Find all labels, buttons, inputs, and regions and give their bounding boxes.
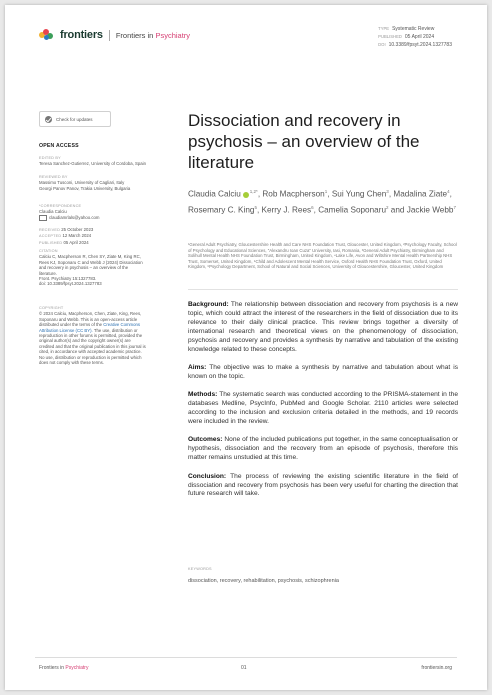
abstract-paragraph <box>188 436 458 463</box>
author-separator: and <box>388 205 407 215</box>
author-affiliation-number: 6 <box>311 204 314 210</box>
abstract-heading: Background: <box>188 301 229 308</box>
abstract-text: The process of reviewing the existing scientific literature in the field of dissociation and recovery from psychosis has been very useful for charting the direction that future research will take. <box>188 472 458 498</box>
abstract-heading: Conclusion: <box>188 472 227 480</box>
author-separator: , <box>313 205 319 215</box>
abstract-text: None of the included publications put together, in the same conceptualisation or hypothesis, dissociation and the recovery from an episode of psychosis, therefore this matter remains unstudied at this time. <box>188 436 458 462</box>
citation: CITATION Calciu C, Macpherson R, Chen SY, Ziate M, King RC, Rees KJ, Soponaru C and Webb J (2024) Dissociation and recovery in psychosis – an overview of the literature. Front. Psychiatry 15:1327783. doi: 10.3389/fpsyt.2024.1327783 <box>39 249 147 287</box>
author-affiliation-number: 1,2* <box>249 189 258 194</box>
edited-by: EDITED BY Teresa Sanchez-Gutierrez, University of Cordoba, Spain <box>39 156 146 167</box>
open-access-label: OPEN ACCESS <box>39 143 79 149</box>
author-affiliation-number: 4 <box>447 189 450 194</box>
article-title: Dissociation and recovery in psychosis – an overview of the literature <box>188 111 420 172</box>
author-name[interactable]: Madalina Ziate <box>393 189 448 199</box>
author-name[interactable]: Jackie Webb <box>406 205 454 215</box>
brand-name: frontiers <box>60 29 103 41</box>
journal-header <box>39 29 190 41</box>
footer-journal: Frontiers in Psychiatry <box>39 665 89 671</box>
check-updates-label: Check for updates <box>56 116 93 122</box>
article-meta: TYPE Systematic Review PUBLISHED 05 April 2024 DOI 10.3389/fpsyt.2024.1327783 <box>378 26 452 48</box>
author-name[interactable]: Camelia Soponaru <box>318 205 387 215</box>
article-page <box>5 5 487 690</box>
author-separator: , <box>256 205 262 215</box>
abstract-text: The relationship between dissociation and recovery from psychosis is a new topic, which could attract the interest of the researchers in the field of dissociation due to its relevance to their daily clinical practice. This review brings together a diversity of international research and theoretical views on the phenomenology of dissociation, psychosis and recovery and provides a synthesis by narrative and tabulation of the existing knowledge related to these concepts. <box>188 301 458 353</box>
check-for-updates-button[interactable] <box>39 111 111 127</box>
abstract <box>188 301 458 509</box>
page-number: 01 <box>241 665 247 671</box>
journal-name: Frontiers in Psychiatry <box>115 30 191 40</box>
author-name[interactable]: Rob Macpherson <box>262 189 325 199</box>
orcid-icon[interactable] <box>243 192 249 198</box>
author-separator: , <box>257 189 263 199</box>
header-divider <box>109 30 110 41</box>
section-divider <box>188 289 458 290</box>
mail-icon <box>39 215 47 221</box>
correspondence-email-link[interactable]: claudiamrlals@yahoo.com <box>49 214 100 220</box>
abstract-paragraph <box>188 391 458 427</box>
keywords-label: KEYWORDS <box>188 567 212 571</box>
author-name[interactable]: Kerry J. Rees <box>261 205 312 215</box>
author-separator: , <box>388 189 394 199</box>
reviewed-by: REVIEWED BY Massimo Tusconi, University of Cagliari, Italy Georgi Panov Panov, Trakia University, Bulgaria <box>39 175 131 191</box>
abstract-text: The objective was to make a synthesis by narrative and tabulation about what is known on the topic. <box>188 363 458 380</box>
author-name[interactable]: Rosemary C. King <box>188 205 255 215</box>
abstract-heading: Methods: <box>188 391 218 399</box>
correspondence: *CORRESPONDENCE Claudia Calciu claudiamrlals@yahoo.com <box>39 204 100 220</box>
footer-site-link[interactable]: frontiersin.org <box>421 665 452 671</box>
author-affiliation-number: 2 <box>386 204 389 210</box>
abstract-heading: Aims: <box>188 363 207 371</box>
affiliations: ¹General Adult Psychiatry, Gloucestershire Health and Care NHS Foundation Trust, Gloucester, United Kingdom, ²Psychology Faculty, School of Psychology and Educational Sciences, "Alexandru Ioan Cuza" University, Iasi, Romania, ³General Adult Psychiatry, Birmingham and Solihull Mental Health NHS Foundation Trust, Birmingham, United Kingdom, ⁴Lake Life, Avon and Wiltshire Mental Health Partnership NHS Trust, Somerset, United Kingdom, ⁵Child and Adolescent Mental Health Service, Oxford Health NHS Foundation Trust, Oxford, United Kingdom, ⁶Psychology Department, School of Natural and Social Sciences, University of Gloucestershire, Gloucester, United Kingdom <box>188 242 457 270</box>
footer-divider <box>35 657 457 658</box>
copyright: COPYRIGHT © 2024 Calciu, Macpherson, Chen, Ziate, King, Rees, Soponaru and Webb. This is an open-access article distributed under the terms of the Creative Commons Attribution License (CC BY). The use, distribution or reproduction in other forums is permitted, provided the original author(s) and the copyright owner(s) are credited and that the original publication in this journal is cited, in accordance with accepted academic practice. No use, distribution or reproduction is permitted which does not comply with these terms. <box>39 306 146 366</box>
abstract-heading: Outcomes: <box>188 436 223 444</box>
frontiers-logo-icon <box>39 29 57 41</box>
author-separator: , <box>327 189 332 199</box>
cc-by-license-link[interactable]: Creative Commons Attribution License (CC BY). <box>39 322 141 333</box>
author-affiliation-number: 7 <box>453 204 456 210</box>
author-separator: , <box>449 189 452 199</box>
check-icon <box>45 116 52 123</box>
citation-doi-link[interactable]: doi: 10.3389/fpsyt.2024.1327783 <box>39 281 102 287</box>
author-list <box>188 185 458 216</box>
author-affiliation-number: 3 <box>386 189 389 194</box>
abstract-text: The systematic search was conducted according to the PRISMA-statement in the databases Medline, PsycInfo, PubMed and Google Scholar. 2110 articles were selected according to the inclusion and exclusion criteria detailed in the methods, and 19 records were included in the review. <box>188 391 458 425</box>
author-name[interactable]: Sui Yung Chen <box>331 189 387 199</box>
abstract-paragraph <box>188 364 458 382</box>
author-affiliation-number: 5 <box>254 204 257 210</box>
author-affiliation-number: 1 <box>324 189 328 194</box>
abstract-paragraph <box>188 301 458 354</box>
author-name[interactable]: Claudia Calciu <box>188 189 241 199</box>
dates: RECEIVED 25 October 2023 ACCEPTED 12 March 2024 PUBLISHED 05 April 2024 <box>39 227 94 245</box>
keywords: dissociation, recovery, rehabilitation, psychosis, schizophrenia <box>188 578 339 584</box>
doi-link[interactable]: 10.3389/fpsyt.2024.1327783 <box>388 42 452 48</box>
abstract-paragraph <box>188 473 458 500</box>
